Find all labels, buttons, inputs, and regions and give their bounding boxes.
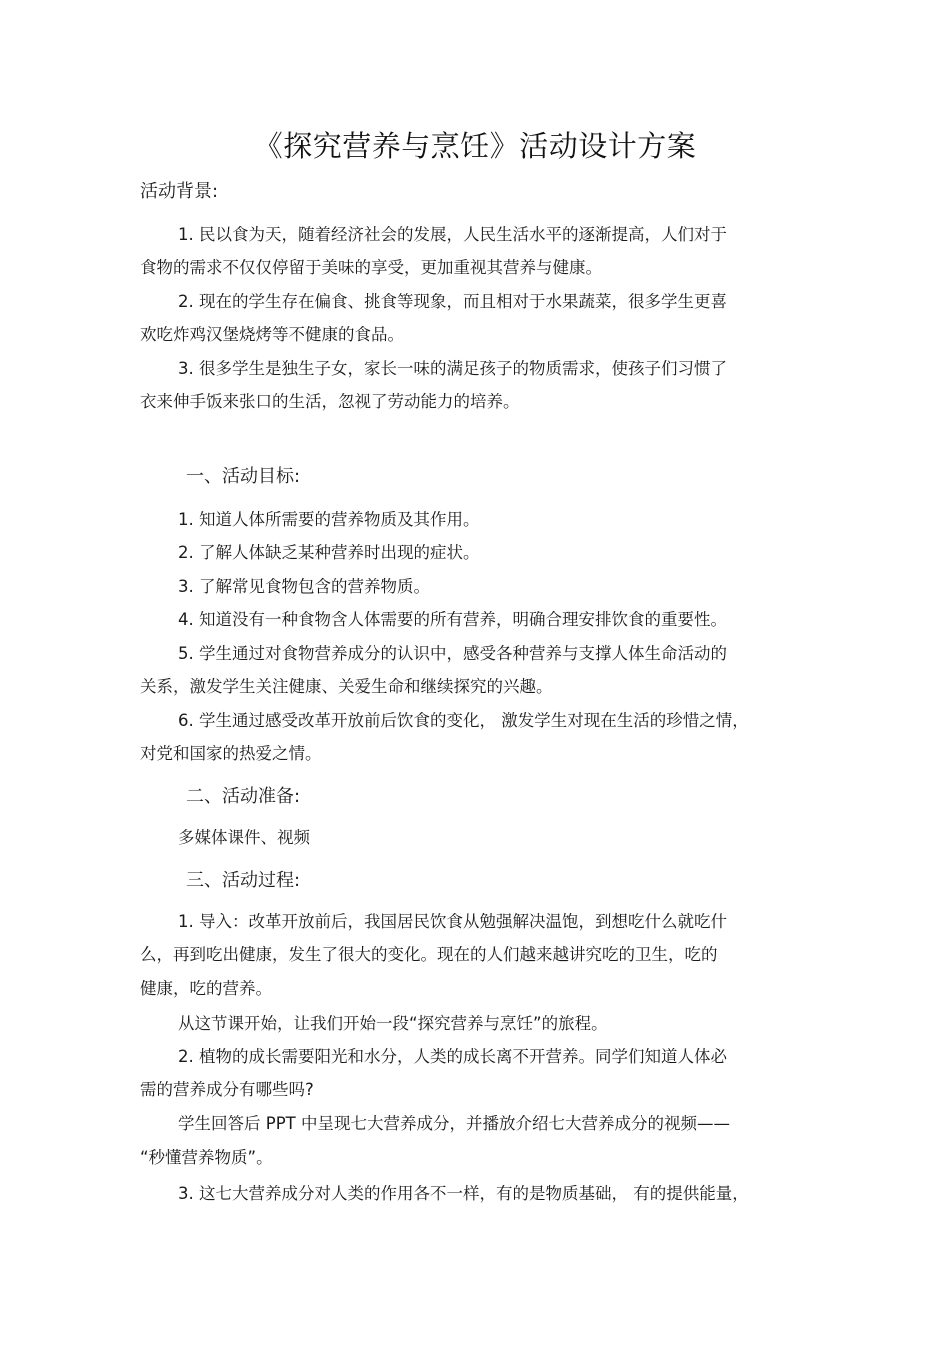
paragraph-line: 1. 民以食为天，随着经济社会的发展，人民生活水平的逐渐提高，人们对于: [178, 225, 727, 244]
paragraph-line: 1. 导入：改革开放前后，我国居民饮食从勉强解决温饱，到想吃什么就吃什: [178, 912, 727, 931]
paragraph-line: “秒懂营养物质”。: [140, 1148, 273, 1167]
paragraph-line: 健康，吃的营养。: [140, 979, 272, 998]
goals-heading: 一、活动目标:: [186, 466, 301, 487]
document-title: 《探究营养与烹饪》活动设计方案: [253, 129, 697, 163]
list-item: 5. 学生通过对食物营养成分的认识中，感受各种营养与支撑人体生命活动的: [178, 644, 727, 663]
process-heading: 三、活动过程:: [186, 870, 301, 891]
list-item: 4. 知道没有一种食物含人体需要的所有营养，明确合理安排饮食的重要性。: [178, 610, 727, 629]
paragraph-line: 3. 这七大营养成分对人类的作用各不一样，有的是物质基础， 有的提供能量，: [178, 1184, 749, 1203]
paragraph-line: 么，再到吃出健康，发生了很大的变化。现在的人们越来越讲究吃的卫生，吃的: [140, 945, 718, 964]
paragraph-line: 2. 现在的学生存在偏食、挑食等现象，而且相对于水果蔬菜，很多学生更喜: [178, 292, 727, 311]
background-heading: 活动背景:: [140, 181, 219, 202]
list-item: 对党和国家的热爱之情。: [140, 744, 322, 763]
paragraph-line: 食物的需求不仅仅停留于美味的享受，更加重视其营养与健康。: [140, 258, 602, 277]
preparation-heading: 二、活动准备:: [186, 786, 301, 807]
list-item: 1. 知道人体所需要的营养物质及其作用。: [178, 510, 480, 529]
paragraph-line: 从这节课开始，让我们开始一段“探究营养与烹饪”的旅程。: [178, 1014, 608, 1033]
paragraph-line: 衣来伸手饭来张口的生活，忽视了劳动能力的培养。: [140, 392, 520, 411]
paragraph-line: 多媒体课件、视频: [178, 828, 310, 847]
list-item: 关系，激发学生关注健康、关爱生命和继续探究的兴趣。: [140, 677, 553, 696]
paragraph-line: 3. 很多学生是独生子女，家长一味的满足孩子的物质需求，使孩子们习惯了: [178, 359, 727, 378]
list-item: 6. 学生通过感受改革开放前后饮食的变化， 激发学生对现在生活的珍惜之情，: [178, 711, 749, 730]
list-item: 2. 了解人体缺乏某种营养时出现的症状。: [178, 543, 480, 562]
paragraph-line: 学生回答后 PPT 中呈现七大营养成分，并播放介绍七大营养成分的视频——: [178, 1114, 730, 1133]
list-item: 3. 了解常见食物包含的营养物质。: [178, 577, 430, 596]
paragraph-line: 需的营养成分有哪些吗?: [140, 1080, 314, 1099]
paragraph-line: 欢吃炸鸡汉堡烧烤等不健康的食品。: [140, 325, 404, 344]
paragraph-line: 2. 植物的成长需要阳光和水分，人类的成长离不开营养。同学们知道人体必: [178, 1047, 727, 1066]
